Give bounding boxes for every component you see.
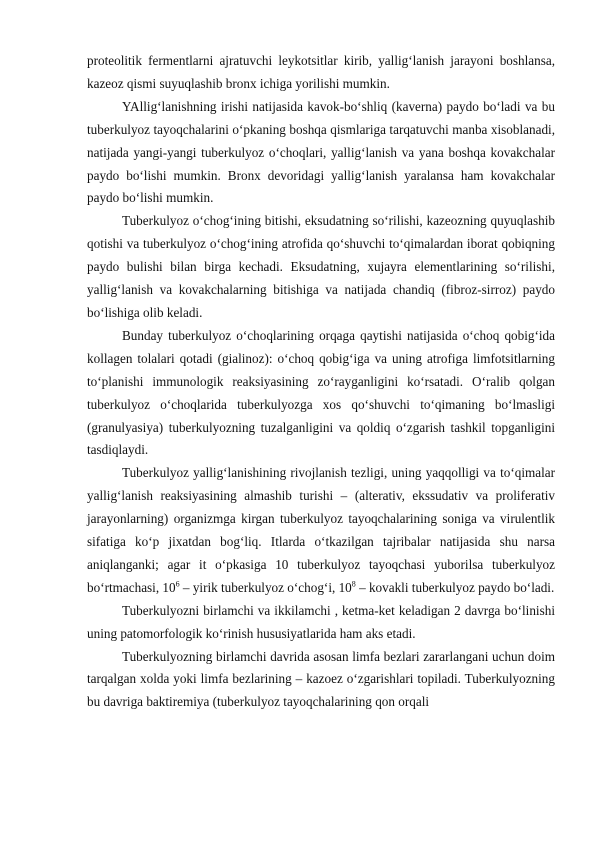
paragraph-6: Tuberkulyozni birlamchi va ikkilamchi , ketma-ket keladigan 2 davrga bo‘linishi uning patomorfologik ko‘rinish hususiyatlarida ham aks etadi.: [87, 602, 555, 641]
exponent-8: 8: [351, 579, 356, 589]
document-page: [87, 50, 555, 714]
paragraph-2: YAllig‘lanishning irishi natijasida kavok-bo‘shliq (kaverna) paydo bo‘ladi va bu tuberkulyoz tayoqchalarini o‘pkaning boshqa qismlariga tarqatuvchi manba xisoblanadi, natijada yangi-yangi tuberkulyoz o‘choqlari, yallig‘lanish va yana boshqa kovakchalar paydo bo‘lishi mumkin. Bronx devoridagi yallig‘lanish yaralansa ham kovakchalar paydo bo‘lishi mumkin.: [87, 98, 555, 206]
paragraph-5-text-a: Tuberkulyoz yallig‘lanishining rivojlanish tezligi, uning yaqqolligi va to‘qimalar yallig‘lanish reaksiyasining almashib turishi – (alterativ, ekssudativ va proliferativ jarayonlarning) organizmga kirgan tuberkulyoz tayoqchalarining soniga va virulentlik sifatiga ko‘p jixatdan bog‘liq. Itlarda o‘tkazilgan tajribalar natijasida shu narsa aniqlanganki; agar it o‘pkasiga 10 tuberkulyoz tayoqchasi yuborilsa tuberkulyoz bo‘rtmachasi, 10: [87, 465, 555, 595]
exponent-6: 6: [175, 579, 180, 589]
paragraph-5-text-b: – yirik tuberkulyoz o‘chog‘i, 10: [179, 579, 352, 595]
paragraph-1: proteolitik fermentlarni ajratuvchi leykotsitlar kirib, yallig‘lanish jarayoni boshlansa, kazeoz qismi suyuqlashib bronx ichiga yorilishi mumkin.: [87, 53, 555, 91]
paragraph-5: [87, 462, 555, 599]
paragraph-4: Bunday tuberkulyoz o‘choqlarining orqaga qaytishi natijasida o‘choq qobig‘ida kollagen tolalari qotadi (gialinoz): o‘choq qobig‘iga va uning atrofiga limfotsitlarning to‘planishi immunologik reaksiyasining zo‘rayganligini ko‘rsatadi. O‘ralib qolgan tuberkulyoz o‘choqlarida tuberkulyozga xos qo‘shuvchi to‘qimaning bo‘lmasligi (granulyasiya) tuberkulyozning tuzalganligini va qoldiq o‘zgarish tashkil topganligini tasdiqlaydi.: [87, 327, 555, 458]
paragraph-5-text-c: – kovakli tuberkulyoz paydo bo‘ladi.: [355, 579, 555, 595]
paragraph-3: Tuberkulyoz o‘chog‘ining bitishi, eksudatning so‘rilishi, kazeozning quyuqlashib qotishi va tuberkulyoz o‘chog‘ining atrofida qo‘shuvchi to‘qimalardan iborat qobiqning paydo bulishi bilan birga kechadi. Eksudatning, xujayra elementlarining so‘rilishi, yallig‘lanish va kovakchalarning bitishiga va natijada chandiq (fibroz-sirroz) paydo bo‘lishiga olib keladi.: [87, 213, 555, 320]
paragraph-7: Tuberkulyozning birlamchi davrida asosan limfa bezlari zararlangani uchun doim tarqalgan xolda yoki limfa bezlarining – kazoez o‘zgarishlari topiladi. Tuberkulyozning bu davriga baktiremiya (tuberkulyoz tayoqchalarining qon orqali: [87, 648, 555, 710]
